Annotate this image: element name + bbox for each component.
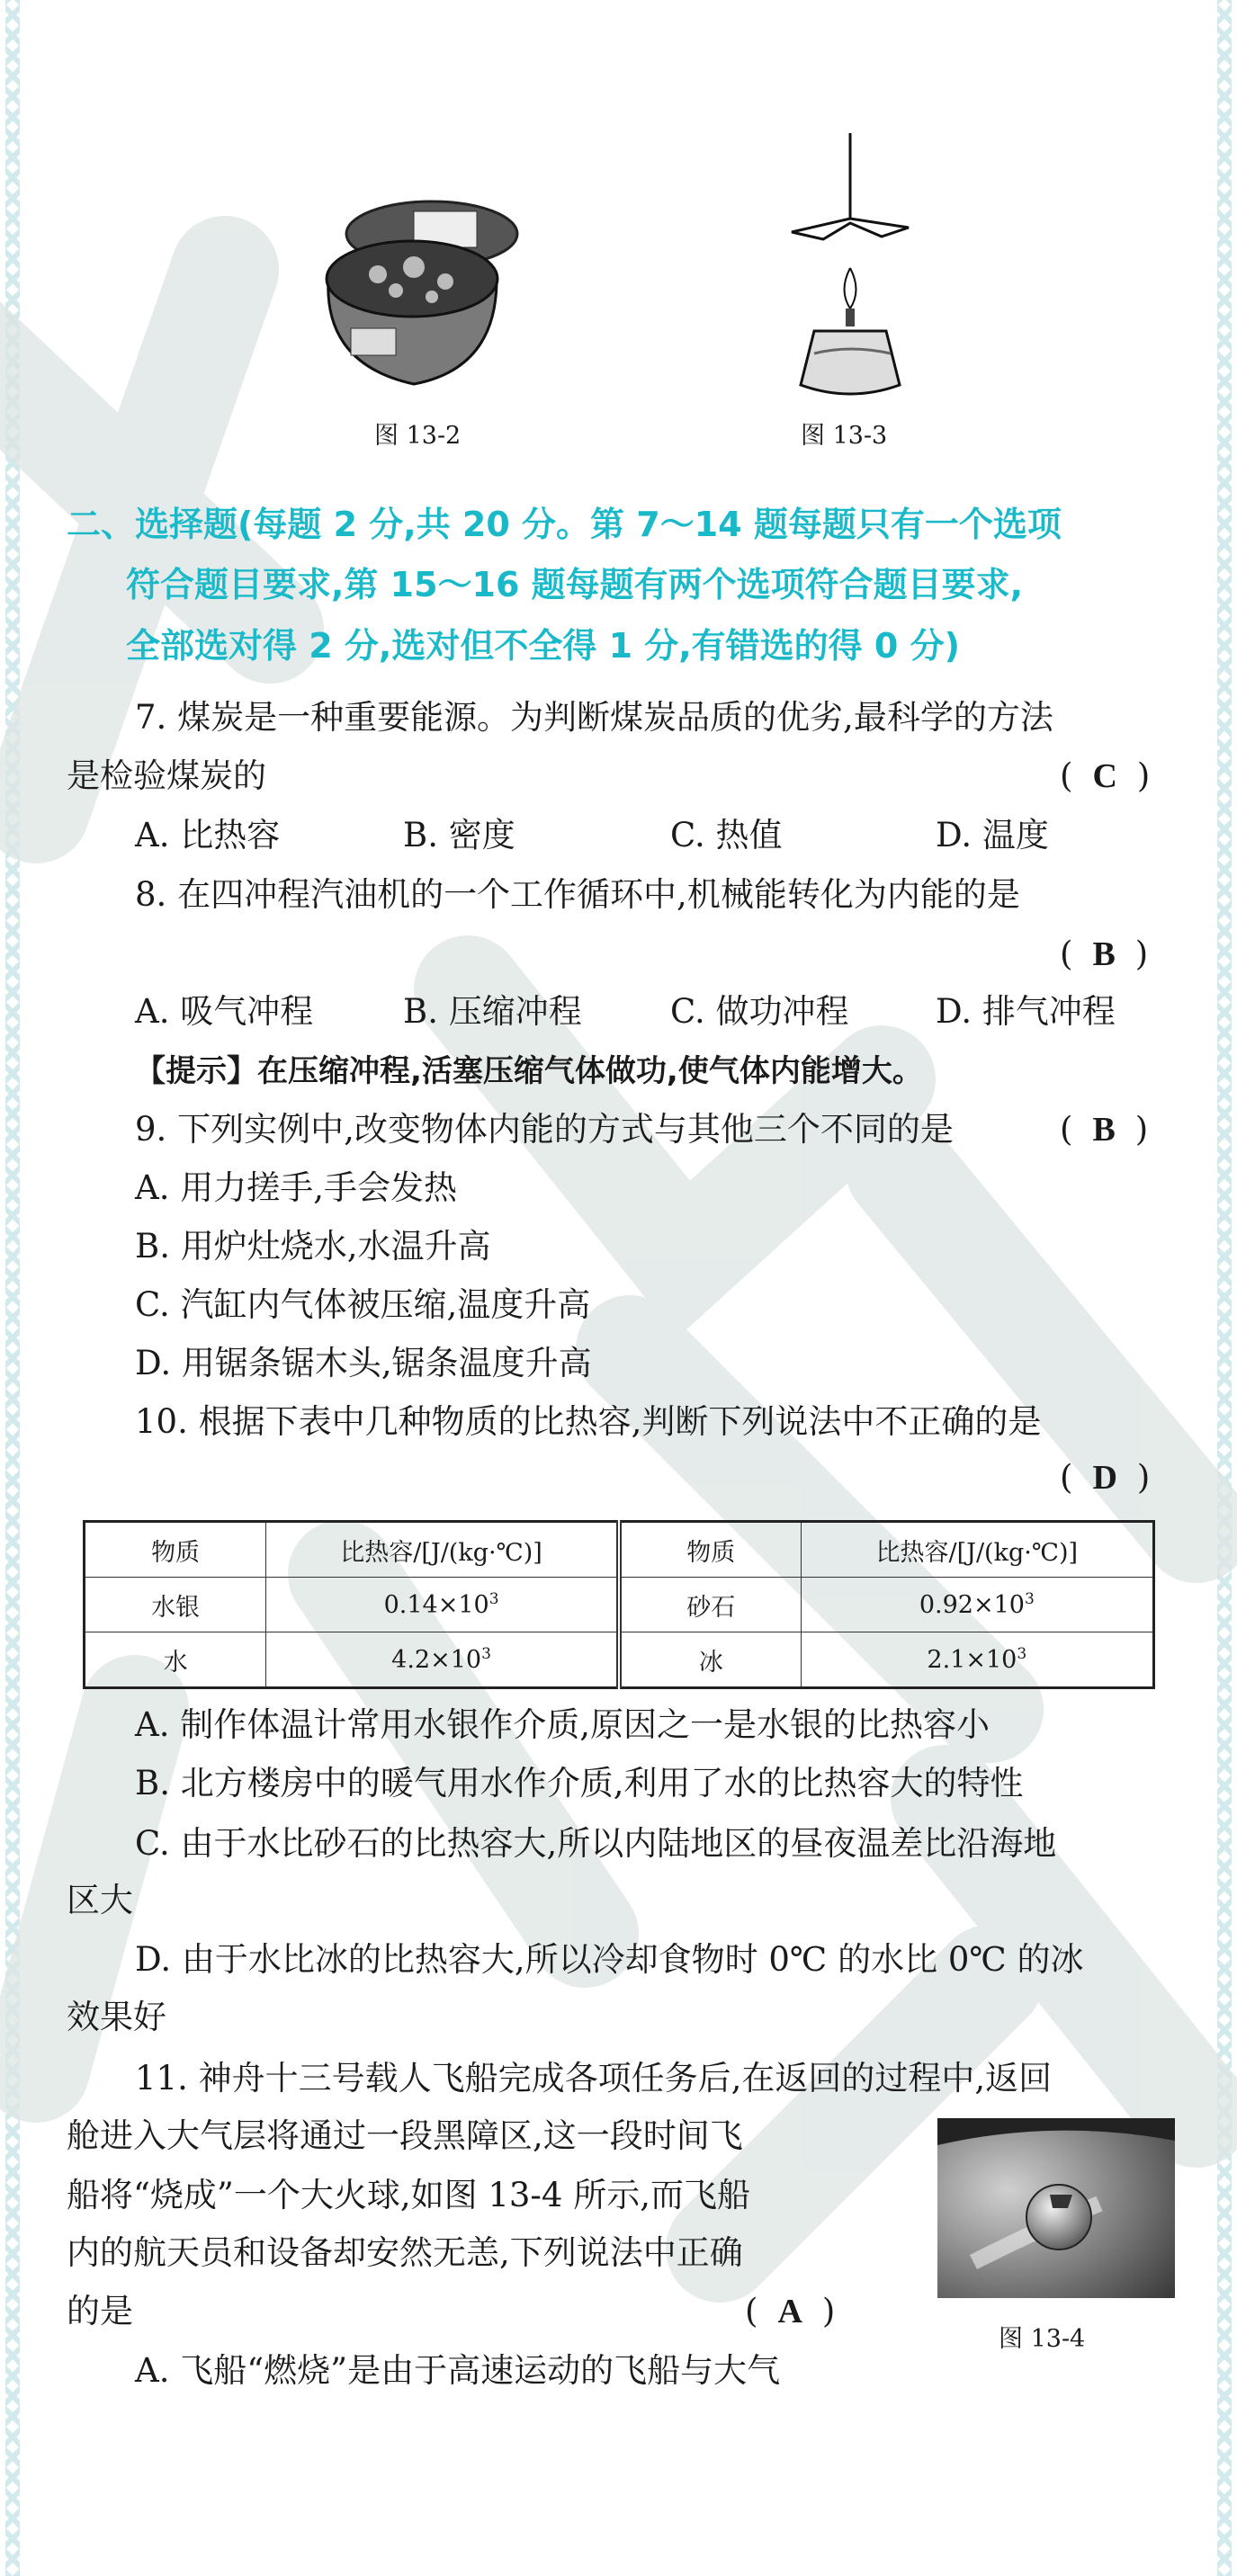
q7-option-c: C. 热值 bbox=[670, 816, 783, 854]
left-page-border bbox=[5, 0, 20, 2576]
q11-stem-line3: 船将“烧成”一个大火球,如图 13-4 所示,而飞船 bbox=[67, 2176, 750, 2214]
q9-option-d: D. 用锯条锯木头,锯条温度升高 bbox=[135, 1344, 592, 1382]
right-page-border bbox=[1217, 0, 1232, 2576]
q10-option-d-line2: 效果好 bbox=[67, 1998, 166, 2036]
table-cell-exponent: 3 bbox=[1024, 1590, 1035, 1608]
q7-stem-line1: 7. 煤炭是一种重要能源。为判断煤炭品质的优劣,最科学的方法 bbox=[135, 698, 1053, 737]
table-row bbox=[85, 1632, 1154, 1688]
q9-option-c: C. 汽缸内气体被压缩,温度升高 bbox=[135, 1285, 591, 1324]
q10-stem-line1: 10. 根据下表中几种物质的比热容,判断下列说法中不正确的是 bbox=[135, 1402, 1042, 1441]
q8-hint: 【提示】在压缩冲程,活塞压缩气体做功,使气体内能增大。 bbox=[135, 1053, 923, 1089]
table-cell-exponent: 3 bbox=[481, 1645, 491, 1663]
q7-option-d: D. 温度 bbox=[936, 816, 1049, 854]
section-heading-line3: 全部选对得 2 分,选对但不全得 1 分,有错选的得 0 分) bbox=[126, 626, 960, 666]
q8-option-a: A. 吸气冲程 bbox=[135, 992, 314, 1031]
table-cell-value: 0.92×10 bbox=[919, 1591, 1025, 1619]
specific-heat-table bbox=[83, 1520, 1155, 1689]
q10-option-a: A. 制作体温计常用水银作介质,原因之一是水银的比热容小 bbox=[135, 1705, 990, 1744]
table-cell-value: 0.14×10 bbox=[383, 1591, 489, 1619]
q7-answer: ( C ) bbox=[1060, 756, 1151, 795]
q11-option-a: A. 飞船“燃烧”是由于高速运动的飞船与大气 bbox=[135, 2351, 781, 2390]
q9-answer-letter: B bbox=[1092, 1111, 1116, 1149]
q9-option-b: B. 用炉灶烧水,水温升高 bbox=[135, 1227, 491, 1266]
table-header-row bbox=[85, 1522, 1154, 1578]
figure-13-4-caption: 图 13-4 bbox=[999, 2325, 1086, 2353]
table-cell: 砂石 bbox=[619, 1578, 801, 1632]
table-header-cell: 比热容/[J/(kg·℃)] bbox=[801, 1522, 1153, 1578]
q7-answer-letter: C bbox=[1092, 757, 1117, 795]
table-header-cell: 物质 bbox=[85, 1522, 266, 1578]
figure-13-3-caption: 图 13-3 bbox=[801, 422, 888, 450]
q8-option-d: D. 排气冲程 bbox=[936, 992, 1116, 1031]
table-cell bbox=[801, 1632, 1153, 1688]
table-cell bbox=[801, 1578, 1153, 1632]
table-cell bbox=[266, 1632, 619, 1688]
q11-stem-line5: 的是 bbox=[67, 2292, 133, 2330]
q9-stem-line1: 9. 下列实例中,改变物体内能的方式与其他三个不同的是 bbox=[135, 1110, 954, 1149]
table-cell-exponent: 3 bbox=[489, 1590, 499, 1608]
table-cell: 水 bbox=[85, 1632, 266, 1688]
figure-13-3-alcohol-lamp bbox=[774, 133, 918, 403]
table-cell: 水银 bbox=[85, 1578, 266, 1632]
table-cell-value: 2.1×10 bbox=[927, 1646, 1017, 1674]
figure-13-2-food-bowl bbox=[297, 184, 540, 400]
q7-stem-line2: 是检验煤炭的 bbox=[67, 756, 266, 795]
figure-13-2-caption: 图 13-2 bbox=[374, 422, 462, 450]
q10-answer-letter: D bbox=[1092, 1459, 1117, 1497]
q9-option-a: A. 用力搓手,手会发热 bbox=[135, 1168, 458, 1207]
q10-option-c-line2: 区大 bbox=[67, 1881, 133, 1919]
q10-option-d-line1: D. 由于水比冰的比热容大,所以冷却食物时 0℃ 的水比 0℃ 的冰 bbox=[135, 1940, 1084, 1979]
table-cell-value: 4.2×10 bbox=[391, 1646, 482, 1674]
table-cell bbox=[266, 1578, 619, 1632]
q10-option-b: B. 北方楼房中的暖气用水作介质,利用了水的比热容大的特性 bbox=[135, 1764, 1024, 1802]
q10-answer: ( D ) bbox=[1060, 1458, 1151, 1497]
q8-option-c: C. 做功冲程 bbox=[670, 992, 849, 1031]
table-cell-exponent: 3 bbox=[1017, 1645, 1027, 1663]
figure-13-4-capsule-reentry bbox=[937, 2118, 1175, 2298]
table-cell: 冰 bbox=[619, 1632, 801, 1688]
q11-stem-line2: 舱进入大气层将通过一段黑障区,这一段时间飞 bbox=[67, 2116, 743, 2155]
q7-option-a: A. 比热容 bbox=[135, 816, 281, 854]
table-row bbox=[85, 1578, 1154, 1632]
table-header-cell: 比热容/[J/(kg·℃)] bbox=[266, 1522, 619, 1578]
q7-option-b: B. 密度 bbox=[403, 816, 515, 854]
section-heading-line1: 二、选择题(每题 2 分,共 20 分。第 7～14 题每题只有一个选项 bbox=[67, 505, 1062, 544]
q8-stem-line1: 8. 在四冲程汽油机的一个工作循环中,机械能转化为内能的是 bbox=[135, 875, 1020, 914]
q8-answer: ( B ) bbox=[1060, 935, 1149, 973]
q11-stem-line1: 11. 神舟十三号载人飞船完成各项任务后,在返回的过程中,返回 bbox=[135, 2059, 1053, 2097]
q8-answer-letter: B bbox=[1092, 935, 1116, 973]
section-heading-line2: 符合题目要求,第 15～16 题每题有两个选项符合题目要求, bbox=[126, 565, 1024, 604]
q11-answer: ( A ) bbox=[745, 2292, 836, 2330]
q9-answer: ( B ) bbox=[1060, 1110, 1149, 1149]
table-header-cell: 物质 bbox=[619, 1522, 801, 1578]
q10-option-c-line1: C. 由于水比砂石的比热容大,所以内陆地区的昼夜温差比沿海地 bbox=[135, 1824, 1057, 1863]
q8-option-b: B. 压缩冲程 bbox=[403, 992, 582, 1031]
q11-answer-letter: A bbox=[777, 2293, 802, 2330]
q11-stem-line4: 内的航天员和设备却安然无恙,下列说法中正确 bbox=[67, 2233, 743, 2272]
